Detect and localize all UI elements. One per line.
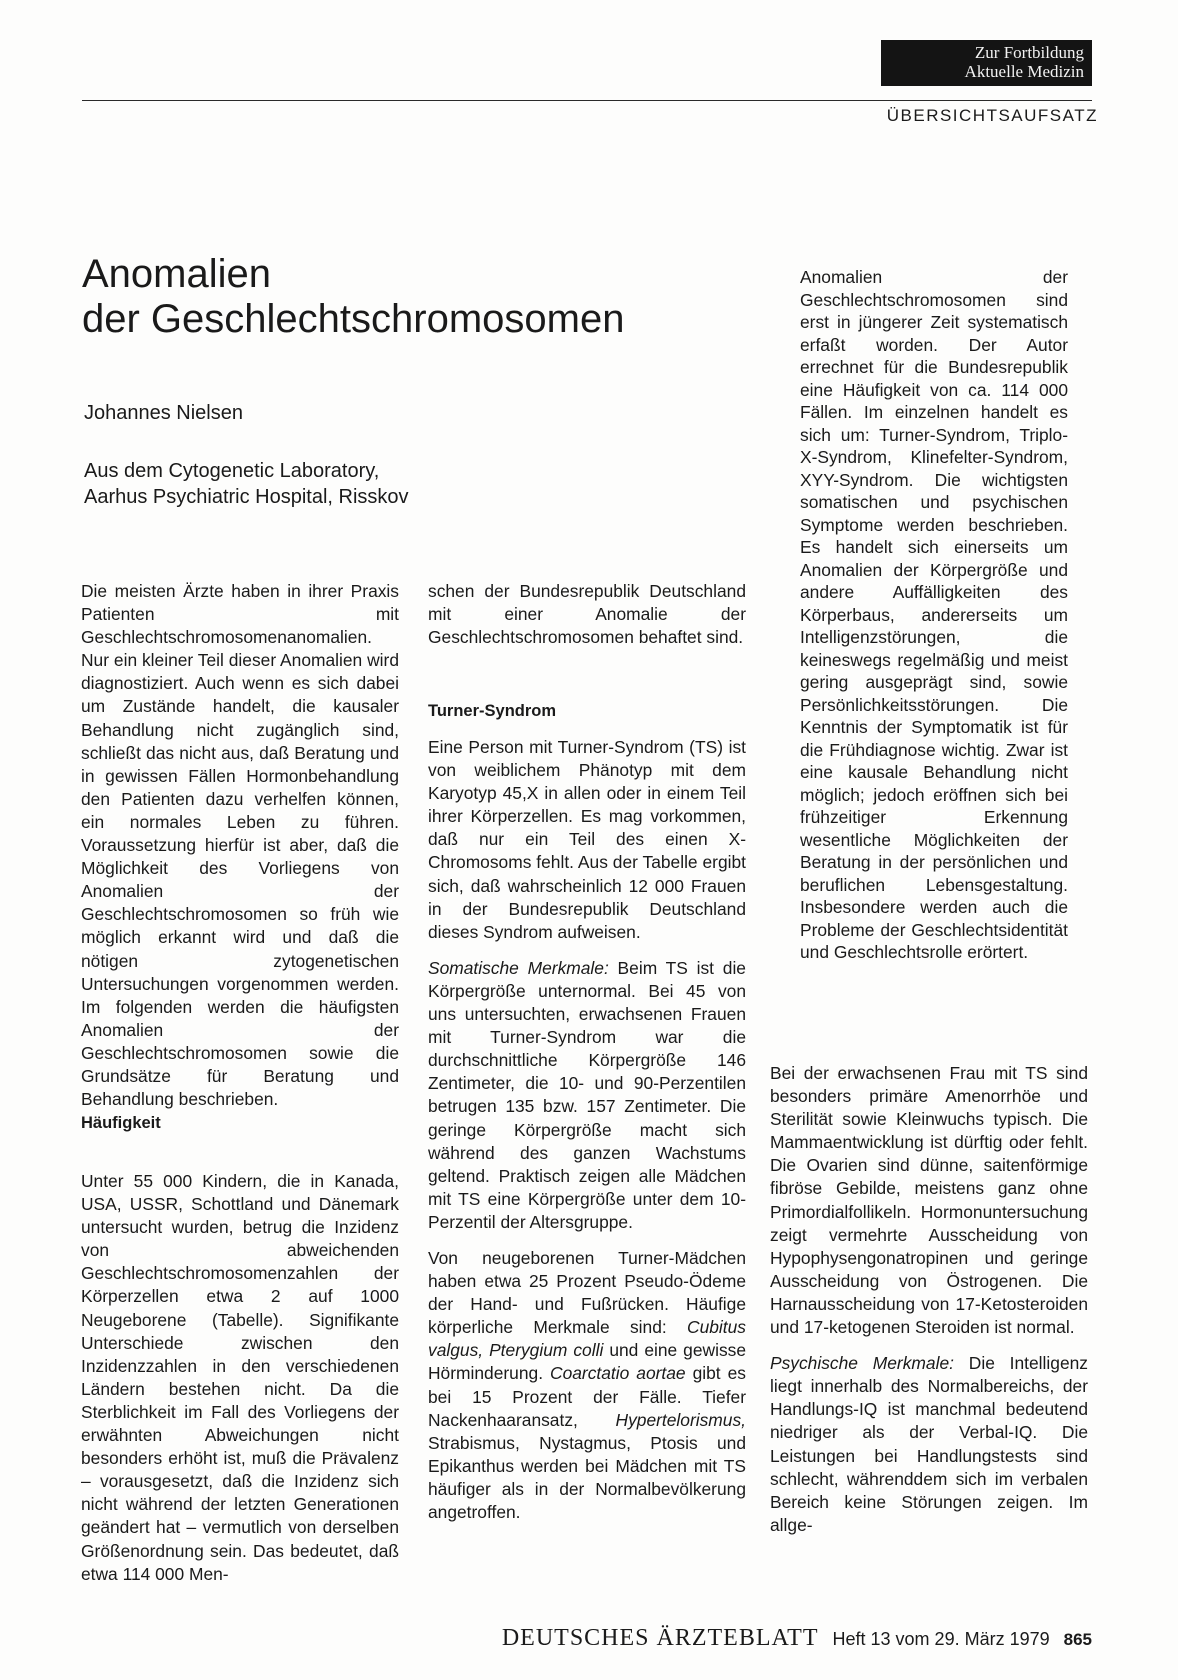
column-1-intro: [81, 580, 399, 1111]
column-1-body: [81, 1170, 399, 1586]
intro-paragraph: Die meisten Ärzte haben in ihrer Praxis Patienten mit Geschlechtschromosomenanomalien. Nur ein kleiner Teil dieser Anomalien wird diagnostiziert. Auch wenn es sich dabei um Zustände handelt, die kausaler Behandlung nicht zugänglich sind, schließt das nicht aus, daß Beratung und in gewissen Fällen Hormonbehandlung den Patienten dazu verhelfen können, ein normales Leben zu führen. Voraussetzung hierfür ist aber, daß die Möglichkeit des Vorliegens von Anomalien der Geschlechtschromosomen so früh wie möglich erkannt wird und daß die nötigen zytogenetischen Untersuchungen vorgenommen werden. Im folgenden werden die häufigsten Anomalien der Geschlechtschromosomen sowie die Grundsätze für Beratung und Behandlung beschrieben.: [81, 581, 399, 1110]
badge-line-1: Zur Fortbildung: [974, 43, 1084, 62]
p3-italic-3: Hypertelorismus,: [615, 1409, 746, 1430]
column-2-continuation: [428, 580, 746, 649]
turner-paragraph-3: [428, 1247, 746, 1524]
abstract-text: Anomalien der Geschlechtschromosomen sind erst in jüngerer Zeit systematisch erfaßt worden. Der Autor errechnet für die Bundesrepublik eine Häufigkeit von ca. 114 000 Fällen. Im einzelnen handelt es sich um: Turner-Syndrom, Triplo-X-Syndrom, Klinefelter-Syndrom, XYY-Syndrom. Die wichtigsten somatischen und psychischen Symptome werden beschrieben. Es handelt sich einerseits um Anomalien der Körpergröße und andere Auffälligkeiten des Körperbaus, andererseits um Intelligenzstörungen, die keineswegs regelmäßig und meist gering ausgeprägt sind, sowie Persönlichkeitsstörungen. Die Kenntnis der Symptomatik ist für die Frühdiagnose wichtig. Zwar ist eine kausale Behandlung nicht möglich; jedoch eröffnen sich bei frühzeitiger Erkennung wesentliche Möglichkeiten der Beratung in der persönlichen und beruflichen Lebensgestaltung. Insbesondere werden auch die Probleme der Geschlechtsidentität und Geschlechtsrolle erörtert.: [800, 267, 1068, 962]
author-affiliation: [84, 458, 409, 510]
page-number: 865: [1063, 1630, 1092, 1649]
column-3-body: [770, 1062, 1088, 1537]
col3-paragraph-2: [770, 1352, 1088, 1537]
column-2-body: [428, 736, 746, 1524]
continuation-paragraph: schen der Bundesrepublik Deutschland mit einer Anomalie der Geschlechtschromosomen behaftet sind.: [428, 581, 746, 648]
author-name: Johannes Nielsen: [84, 402, 243, 424]
title-line-1: Anomalien: [82, 252, 272, 296]
affiliation-line-1: Aus dem Cytogenetic Laboratory,: [84, 460, 380, 482]
title-line-2: der Geschlechtschromosomen: [82, 297, 625, 341]
p3-text-a: Von neugeborenen Turner-Mädchen haben etwa 25 Prozent Pseudo-Ödeme der Hand- und Fußrücken. Häufige körperliche Merkmale sind:: [428, 1247, 746, 1338]
turner-paragraph-2: [428, 957, 746, 1234]
haeufigkeit-paragraph: Unter 55 000 Kindern, die in Kanada, USA, USSR, Schottland und Dänemark untersucht wurden, betrug die Inzidenz von abweichenden Geschlechtschromosomenzahlen der Körperzellen etwa 2 auf 1000 Neugeborene (Tabelle). Signifikante Unterschiede zwischen den Inzidenzzahlen in den verschiedenen Ländern bestehen nicht. Da die Sterblichkeit im Fall des Vorliegens der erwähnten Abweichungen nicht besonders erhöht ist, muß die Prävalenz – vorausgesetzt, daß die Inzidenz sich nicht während der letzten Generationen geändert hat – vermutlich von derselben Größenordnung sein. Das bedeutet, daß etwa 114 000 Men-: [81, 1171, 399, 1584]
p3-italic-1: Cubitus valgus, Pterygium colli: [428, 1317, 746, 1361]
p3-text-d: Strabismus, Nystagmus, Ptosis und Epikanthus werden bei Mädchen mit TS häufiger als in der Normalbevölkerung angetroffen.: [428, 1432, 746, 1522]
somatic-text: Beim TS ist die Körpergröße unternormal. Bei 45 von uns untersuchten, erwachsenen Frauen mit Turner-Syndrom war die durchschnittliche Körpergröße 146 Zentimeter, die 10- und 90-Perzentilen betrugen 135 bzw. 157 Zentimeter. Die geringe Körpergröße macht sich während des ganzen Wachstums geltend. Praktisch zeigen alle Mädchen mit TS eine Körpergröße unter dem 10-Perzentil der Altersgruppe.: [428, 957, 746, 1232]
column-2-turner: [428, 700, 746, 723]
psychic-text: Die Intelligenz liegt innerhalb des Normalbereichs, der Handlungs-IQ ist manchmal bedeutend niedriger als der Verbal-IQ. Die Leistungen bei Handlungstests sind schlecht, währenddem sich im verbalen Bereich keine Störungen zeigen. Im allge-: [770, 1353, 1088, 1535]
badge-line-2: Aktuelle Medizin: [964, 62, 1084, 81]
article-title: [82, 252, 722, 342]
heading-haeufigkeit: Häufigkeit: [81, 1114, 161, 1132]
section-badge: [881, 40, 1092, 86]
affiliation-line-2: Aarhus Psychiatric Hospital, Risskov: [84, 486, 409, 508]
section-label: ÜBERSICHTSAUFSATZ: [886, 106, 1098, 125]
turner-paragraph-1: Eine Person mit Turner-Syndrom (TS) ist von weiblichem Phänotyp mit dem Karyotyp 45,X in allen oder in einem Teil ihrer Körperzellen. Es mag vorkommen, daß nur ein Teil des einen X-Chromosoms fehlt. Aus der Tabelle ergibt sich, daß wahrscheinlich 12 000 Frauen in der Bundesrepublik Deutschland dieses Syndrom aufweisen.: [428, 737, 746, 942]
p3-text-b: und eine gewisse Hörminderung.: [428, 1340, 747, 1384]
col3-paragraph-1: Bei der erwachsenen Frau mit TS sind besonders primäre Amenorrhöe und Sterilität sowie Kleinwuchs typisch. Die Mammaentwicklung ist dürftig oder fehlt. Die Ovarien sind dünne, saitenförmige fibröse Gebilde, meistens ganz ohne Primordialfollikeln. Hormonuntersuchung zeigt vermehrte Ausscheidung von Hypophysengonatropinen und geringe Ausscheidung von Östrogenen. Die Harnausscheidung von 17-Ketosteroiden und 17-ketogenen Steroiden ist normal.: [770, 1063, 1088, 1338]
issue-info: Heft 13 vom 29. März 1979: [832, 1629, 1050, 1649]
abstract-column: [800, 266, 1068, 964]
p3-text-c: gibt es bei 15 Prozent der Fälle. Tiefer Nackenhaaransatz,: [428, 1363, 747, 1430]
p3-italic-2: Coarctatio aortae: [550, 1363, 686, 1384]
heading-turner-syndrom: Turner-Syndrom: [428, 702, 557, 720]
journal-name: DEUTSCHES ÄRZTEBLATT: [501, 1625, 819, 1651]
column-1-haeufigkeit: [81, 1112, 399, 1135]
somatic-lead: Somatische Merkmale:: [428, 957, 609, 978]
header-rule: [82, 100, 1092, 101]
page-footer: [470, 1625, 1092, 1652]
psychic-lead: Psychische Merkmale:: [770, 1353, 954, 1374]
